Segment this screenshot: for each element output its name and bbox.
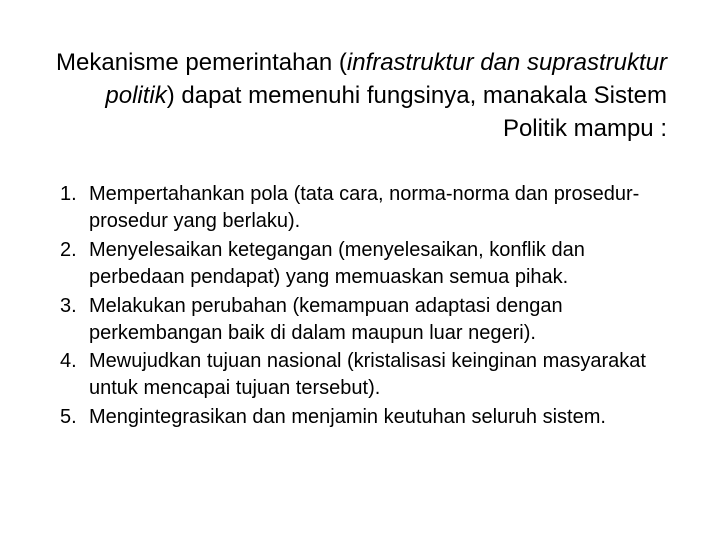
list-item [60,237,680,291]
heading-text-end: ) dapat memenuhi fungsinya, manakala Sistem Politik mampu : [166,82,667,142]
list-item [60,181,680,235]
list-item [60,404,680,431]
list-item-text: Mewujudkan tujuan nasional (kristalisasi keinginan masyarakat untuk mencapai tujuan tersebut). [89,350,646,400]
list-item-number: 3. [60,294,77,317]
list-item-text: Melakukan perubahan (kemampuan adaptasi dengan perkembangan baik di dalam maupun luar negeri). [89,294,563,344]
list-item-text: Menyelesaikan ketegangan (menyelesaikan, konflik dan perbedaan pendapat) yang memuaskan semua pihak. [89,238,585,288]
list-item [60,348,680,402]
list-item [60,293,680,347]
list-item-number: 5. [60,406,77,429]
list-item-text: Mengintegrasikan dan menjamin keutuhan seluruh sistem. [89,406,606,429]
heading-text-start: Mekanisme pemerintahan ( [56,49,347,76]
heading-italic-text: infrastruktur dan suprastruktur politik [105,49,667,109]
list-item-number: 1. [60,183,77,205]
numbered-list [60,181,680,433]
list-item-number: 4. [60,350,77,373]
slide-heading [47,46,667,145]
list-item-text: Mempertahankan pola (tata cara, norma-norma dan prosedur-prosedur yang berlaku). [89,183,640,232]
list-item-number: 2. [60,238,77,261]
